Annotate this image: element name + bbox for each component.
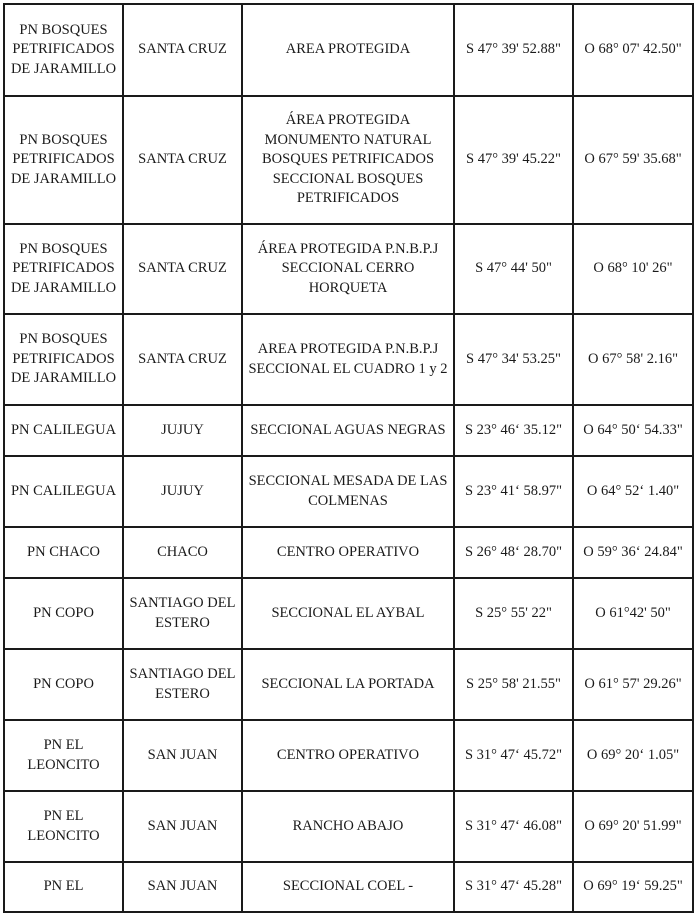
site-cell: SECCIONAL LA PORTADA bbox=[242, 649, 454, 720]
table-row bbox=[4, 527, 693, 578]
park-cell: PN EL LEONCITO bbox=[4, 720, 123, 791]
latitude-cell: S 25° 58' 21.55" bbox=[454, 649, 573, 720]
table-row bbox=[4, 405, 693, 456]
latitude-cell: S 31° 47‘ 46.08" bbox=[454, 791, 573, 862]
province-cell: SANTA CRUZ bbox=[123, 224, 242, 314]
province-cell: SANTIAGO DEL ESTERO bbox=[123, 649, 242, 720]
table-row bbox=[4, 456, 693, 527]
table-row bbox=[4, 578, 693, 649]
site-cell: SECCIONAL MESADA DE LAS COLMENAS bbox=[242, 456, 454, 527]
table-row bbox=[4, 720, 693, 791]
longitude-cell: O 69° 19‘ 59.25" bbox=[573, 862, 693, 912]
longitude-cell: O 61°42' 50" bbox=[573, 578, 693, 649]
longitude-cell: O 67° 59' 35.68" bbox=[573, 96, 693, 224]
table-row bbox=[4, 791, 693, 862]
site-cell: RANCHO ABAJO bbox=[242, 791, 454, 862]
longitude-cell: O 59° 36‘ 24.84" bbox=[573, 527, 693, 578]
longitude-cell: O 69° 20' 51.99" bbox=[573, 791, 693, 862]
longitude-cell: O 68° 07' 42.50" bbox=[573, 4, 693, 96]
latitude-cell: S 31° 47‘ 45.72" bbox=[454, 720, 573, 791]
park-cell: PN BOSQUES PETRIFICADOS DE JARAMILLO bbox=[4, 314, 123, 405]
park-cell: PN COPO bbox=[4, 578, 123, 649]
table-row bbox=[4, 649, 693, 720]
province-cell: SAN JUAN bbox=[123, 862, 242, 912]
site-cell: ÁREA PROTEGIDA P.N.B.P.J SECCIONAL CERRO HORQUETA bbox=[242, 224, 454, 314]
province-cell: CHACO bbox=[123, 527, 242, 578]
latitude-cell: S 47° 44' 50" bbox=[454, 224, 573, 314]
site-cell: CENTRO OPERATIVO bbox=[242, 720, 454, 791]
park-cell: PN BOSQUES PETRIFICADOS DE JARAMILLO bbox=[4, 4, 123, 96]
site-cell: SECCIONAL AGUAS NEGRAS bbox=[242, 405, 454, 456]
latitude-cell: S 25° 55' 22" bbox=[454, 578, 573, 649]
latitude-cell: S 23° 46‘ 35.12" bbox=[454, 405, 573, 456]
province-cell: SANTA CRUZ bbox=[123, 96, 242, 224]
latitude-cell: S 23° 41‘ 58.97" bbox=[454, 456, 573, 527]
site-cell: AREA PROTEGIDA bbox=[242, 4, 454, 96]
province-cell: SAN JUAN bbox=[123, 791, 242, 862]
province-cell: SAN JUAN bbox=[123, 720, 242, 791]
longitude-cell: O 61° 57' 29.26" bbox=[573, 649, 693, 720]
park-cell: PN BOSQUES PETRIFICADOS DE JARAMILLO bbox=[4, 224, 123, 314]
province-cell: JUJUY bbox=[123, 456, 242, 527]
park-cell: PN EL LEONCITO bbox=[4, 791, 123, 862]
site-cell: SECCIONAL COEL - bbox=[242, 862, 454, 912]
longitude-cell: O 67° 58' 2.16" bbox=[573, 314, 693, 405]
longitude-cell: O 68° 10' 26" bbox=[573, 224, 693, 314]
table-row bbox=[4, 224, 693, 314]
latitude-cell: S 47° 34' 53.25" bbox=[454, 314, 573, 405]
latitude-cell: S 31° 47‘ 45.28" bbox=[454, 862, 573, 912]
protected-areas-coordinates-table bbox=[3, 3, 694, 913]
park-cell: PN EL bbox=[4, 862, 123, 912]
site-cell: SECCIONAL EL AYBAL bbox=[242, 578, 454, 649]
site-cell: AREA PROTEGIDA P.N.B.P.J SECCIONAL EL CUADRO 1 y 2 bbox=[242, 314, 454, 405]
province-cell: JUJUY bbox=[123, 405, 242, 456]
park-cell: PN CHACO bbox=[4, 527, 123, 578]
longitude-cell: O 69° 20‘ 1.05" bbox=[573, 720, 693, 791]
park-cell: PN CALILEGUA bbox=[4, 405, 123, 456]
latitude-cell: S 47° 39' 52.88" bbox=[454, 4, 573, 96]
site-cell: ÁREA PROTEGIDA MONUMENTO NATURAL BOSQUES PETRIFICADOS SECCIONAL BOSQUES PETRIFICADOS bbox=[242, 96, 454, 224]
table-row bbox=[4, 314, 693, 405]
province-cell: SANTA CRUZ bbox=[123, 4, 242, 96]
table-row bbox=[4, 4, 693, 96]
latitude-cell: S 26° 48‘ 28.70" bbox=[454, 527, 573, 578]
province-cell: SANTA CRUZ bbox=[123, 314, 242, 405]
park-cell: PN BOSQUES PETRIFICADOS DE JARAMILLO bbox=[4, 96, 123, 224]
latitude-cell: S 47° 39' 45.22" bbox=[454, 96, 573, 224]
park-cell: PN COPO bbox=[4, 649, 123, 720]
province-cell: SANTIAGO DEL ESTERO bbox=[123, 578, 242, 649]
longitude-cell: O 64° 50‘ 54.33" bbox=[573, 405, 693, 456]
park-cell: PN CALILEGUA bbox=[4, 456, 123, 527]
table-row bbox=[4, 862, 693, 912]
site-cell: CENTRO OPERATIVO bbox=[242, 527, 454, 578]
longitude-cell: O 64° 52‘ 1.40" bbox=[573, 456, 693, 527]
table-row bbox=[4, 96, 693, 224]
